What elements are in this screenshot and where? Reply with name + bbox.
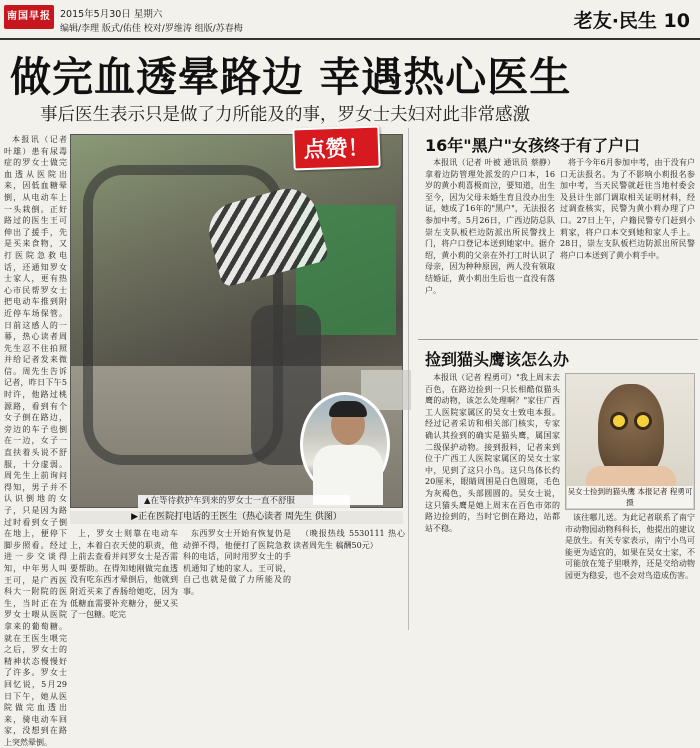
main-article-column-1 <box>4 134 67 747</box>
paragraph: 上，罗女士则靠在电动车上，本着白衣天使的职责，他上前去查看并问罗女士是否需要帮助。在得知她刚做完血透没有吃东西才晕倒后，他就到附近买来了香肠给她吃，因为低糖血需要补充糖分，便又买了一包糖。吃完 <box>70 529 178 620</box>
story3-column-2 <box>565 512 695 630</box>
column-divider <box>408 128 409 630</box>
paragraph: 该往哪儿送。为此记者联系了南宁市动物园动物科科长，他提出的建议是放生。有关专家表示，南宁小鸟可能更为适宜的，如果在吴女士家，不可能放在笼子里喂养，还是交给动物园更为稳妥，也不会对鸟造成伤害。 <box>565 513 695 580</box>
owl-photo-caption: 吴女士捡到的猫头鹰 本报记者 程勇可 摄 <box>567 487 693 507</box>
story3-headline: 捡到猫头鹰该怎么办 <box>425 350 570 369</box>
doctor-inset-photo <box>300 392 390 497</box>
story2-column-2 <box>560 157 695 335</box>
like-stamp: 点赞！ <box>292 125 380 170</box>
main-subhead: 事后医生表示只是做了力所能及的事，罗女士夫妇对此非常感激 <box>40 105 530 125</box>
masthead-divider <box>0 38 700 40</box>
editors-line: 编辑/李理 版式/佑佳 校对/罗维涛 组版/苏春梅 <box>60 24 243 34</box>
story-divider <box>418 339 698 340</box>
section-header <box>574 6 690 33</box>
owl-body <box>598 384 664 479</box>
main-headline: 做完血透晕路边 幸遇热心医生 <box>10 53 572 101</box>
section-name: 老友·民生 <box>573 10 657 32</box>
paragraph: 本报讯（记者 叶雄）患有尿毒症的罗女士做完血透从医院出来，因低血糖晕倒，从电动车上一头栽倒。正好路过的医生王可伸出了援手，先是买来食物，又打医院急救电话，还通知罗女士家人，更有热心市民帮罗女士把电动车推到附近停车场保管。日前这感人的一幕，热心读者周先生忍不住拍照并给记者发来微信。周先生告诉记者，昨日下午5时许，他路过桃源路，看到有个女子倒在路边，旁边的车子也倒在一边，女子一直扶着头说不舒服，十分虚弱。周先生上前询问得知，男子并不认识倒地的女子，只是因为路过时看到女子倒在地上，便停下脚步照看。经过进一步交谈得知，中年男人叫王可，是广西医科大一附院的医生，当时正在为罗女士喂从医院拿来的葡萄糖。就在王医生喂完之后，罗女士的精神状态慢慢好了许多。罗女士回忆说，5月29日下午，她从医院做完血透出来，骑电动车回家，没想到在路上突然晕倒。 <box>4 135 67 747</box>
paragraph: 本报讯（记者 程勇可）"我上周末去百色，在路边捡到一只长相酷似猫头鹰的动物，该怎么处理啊？"家住广西工人医院家属区的吴女士致电本报。经过记者采访和相关部门核实，专家确认其捡到的确实是猫头鹰，属国家二级保护动物。接到报料，记者来到位于广西工人医院家属区的吴女士家中，见到了这只小鸟。这只鸟体长约20厘米，眼睛周围是白色圆斑，毛色为灰褐色，头部圆圆的。吴女士说，这只猫头鹰是她上周末在百色市郊的路边捡到的，当时它倒在路边，站都站不稳。 <box>425 373 560 533</box>
photo-inner-caption: ▲在等待救护车到来的罗女士一直不舒服 <box>138 495 350 508</box>
paragraph: （晚报热线 5530111 热心读者周先生 稿酬50元） <box>293 529 405 550</box>
page-number: 10 <box>663 10 690 32</box>
paragraph: 东西罗女士开始有恢复仍是动弹不得，他便打了医院急救科的电话，同时用罗女士的手机通知了她的家人。王可说，自己也就是做了力所能及的事。 <box>183 529 291 596</box>
main-article-column-3 <box>183 528 291 630</box>
main-article-column-4 <box>293 528 405 630</box>
paragraph: 将于今年6月参加中考，由于没有户口无法报名。为了不影响小莉报名参加中考，当天民警就赶往当地村委会及县计生部门调取相关证明材料，经过调查核实，民警为黄小莉办理了户口。27日上午，户籍民警专门赶到小莉家，将户口本交到她和家人手上。28日，崇左支队板栏边防派出所民警将户口本送到了黄小莉手中。 <box>560 158 695 260</box>
doctor-hair <box>329 401 367 417</box>
paragraph: 本报讯（记者 叶被 通讯员 蔡静）拿着边防管理处派发的户口本，16岁的黄小莉喜极而泣，要知道，出生至今，因为父母未婚生育且没办出生证，她成了16年的"黑户"，无法报名参加中考。5月26日，广西边防总队崇左支队板栏边防派出所民警找上门，将户口登记本送到她家中。据介绍，黄小莉的父亲在外打工时认识了母亲，因为种种原因，两人没有领取结婚证，黄小莉出生后也一直没有落户。 <box>425 158 555 295</box>
issue-date: 2015年5月30日 星期六 <box>60 9 163 20</box>
owl-eye-left <box>610 412 628 430</box>
photo-caption: ▶正在医院打电话的王医生（热心读者 周先生 供图） <box>70 511 403 524</box>
story2-column-1 <box>425 157 555 335</box>
newspaper-logo: 南国早报 <box>4 5 54 29</box>
story3-column-1 <box>425 372 560 630</box>
main-article-column-2 <box>70 528 178 630</box>
owl-eye-right <box>634 412 652 430</box>
story2-headline: 16年"黑户"女孩终于有了户口 <box>425 136 640 155</box>
